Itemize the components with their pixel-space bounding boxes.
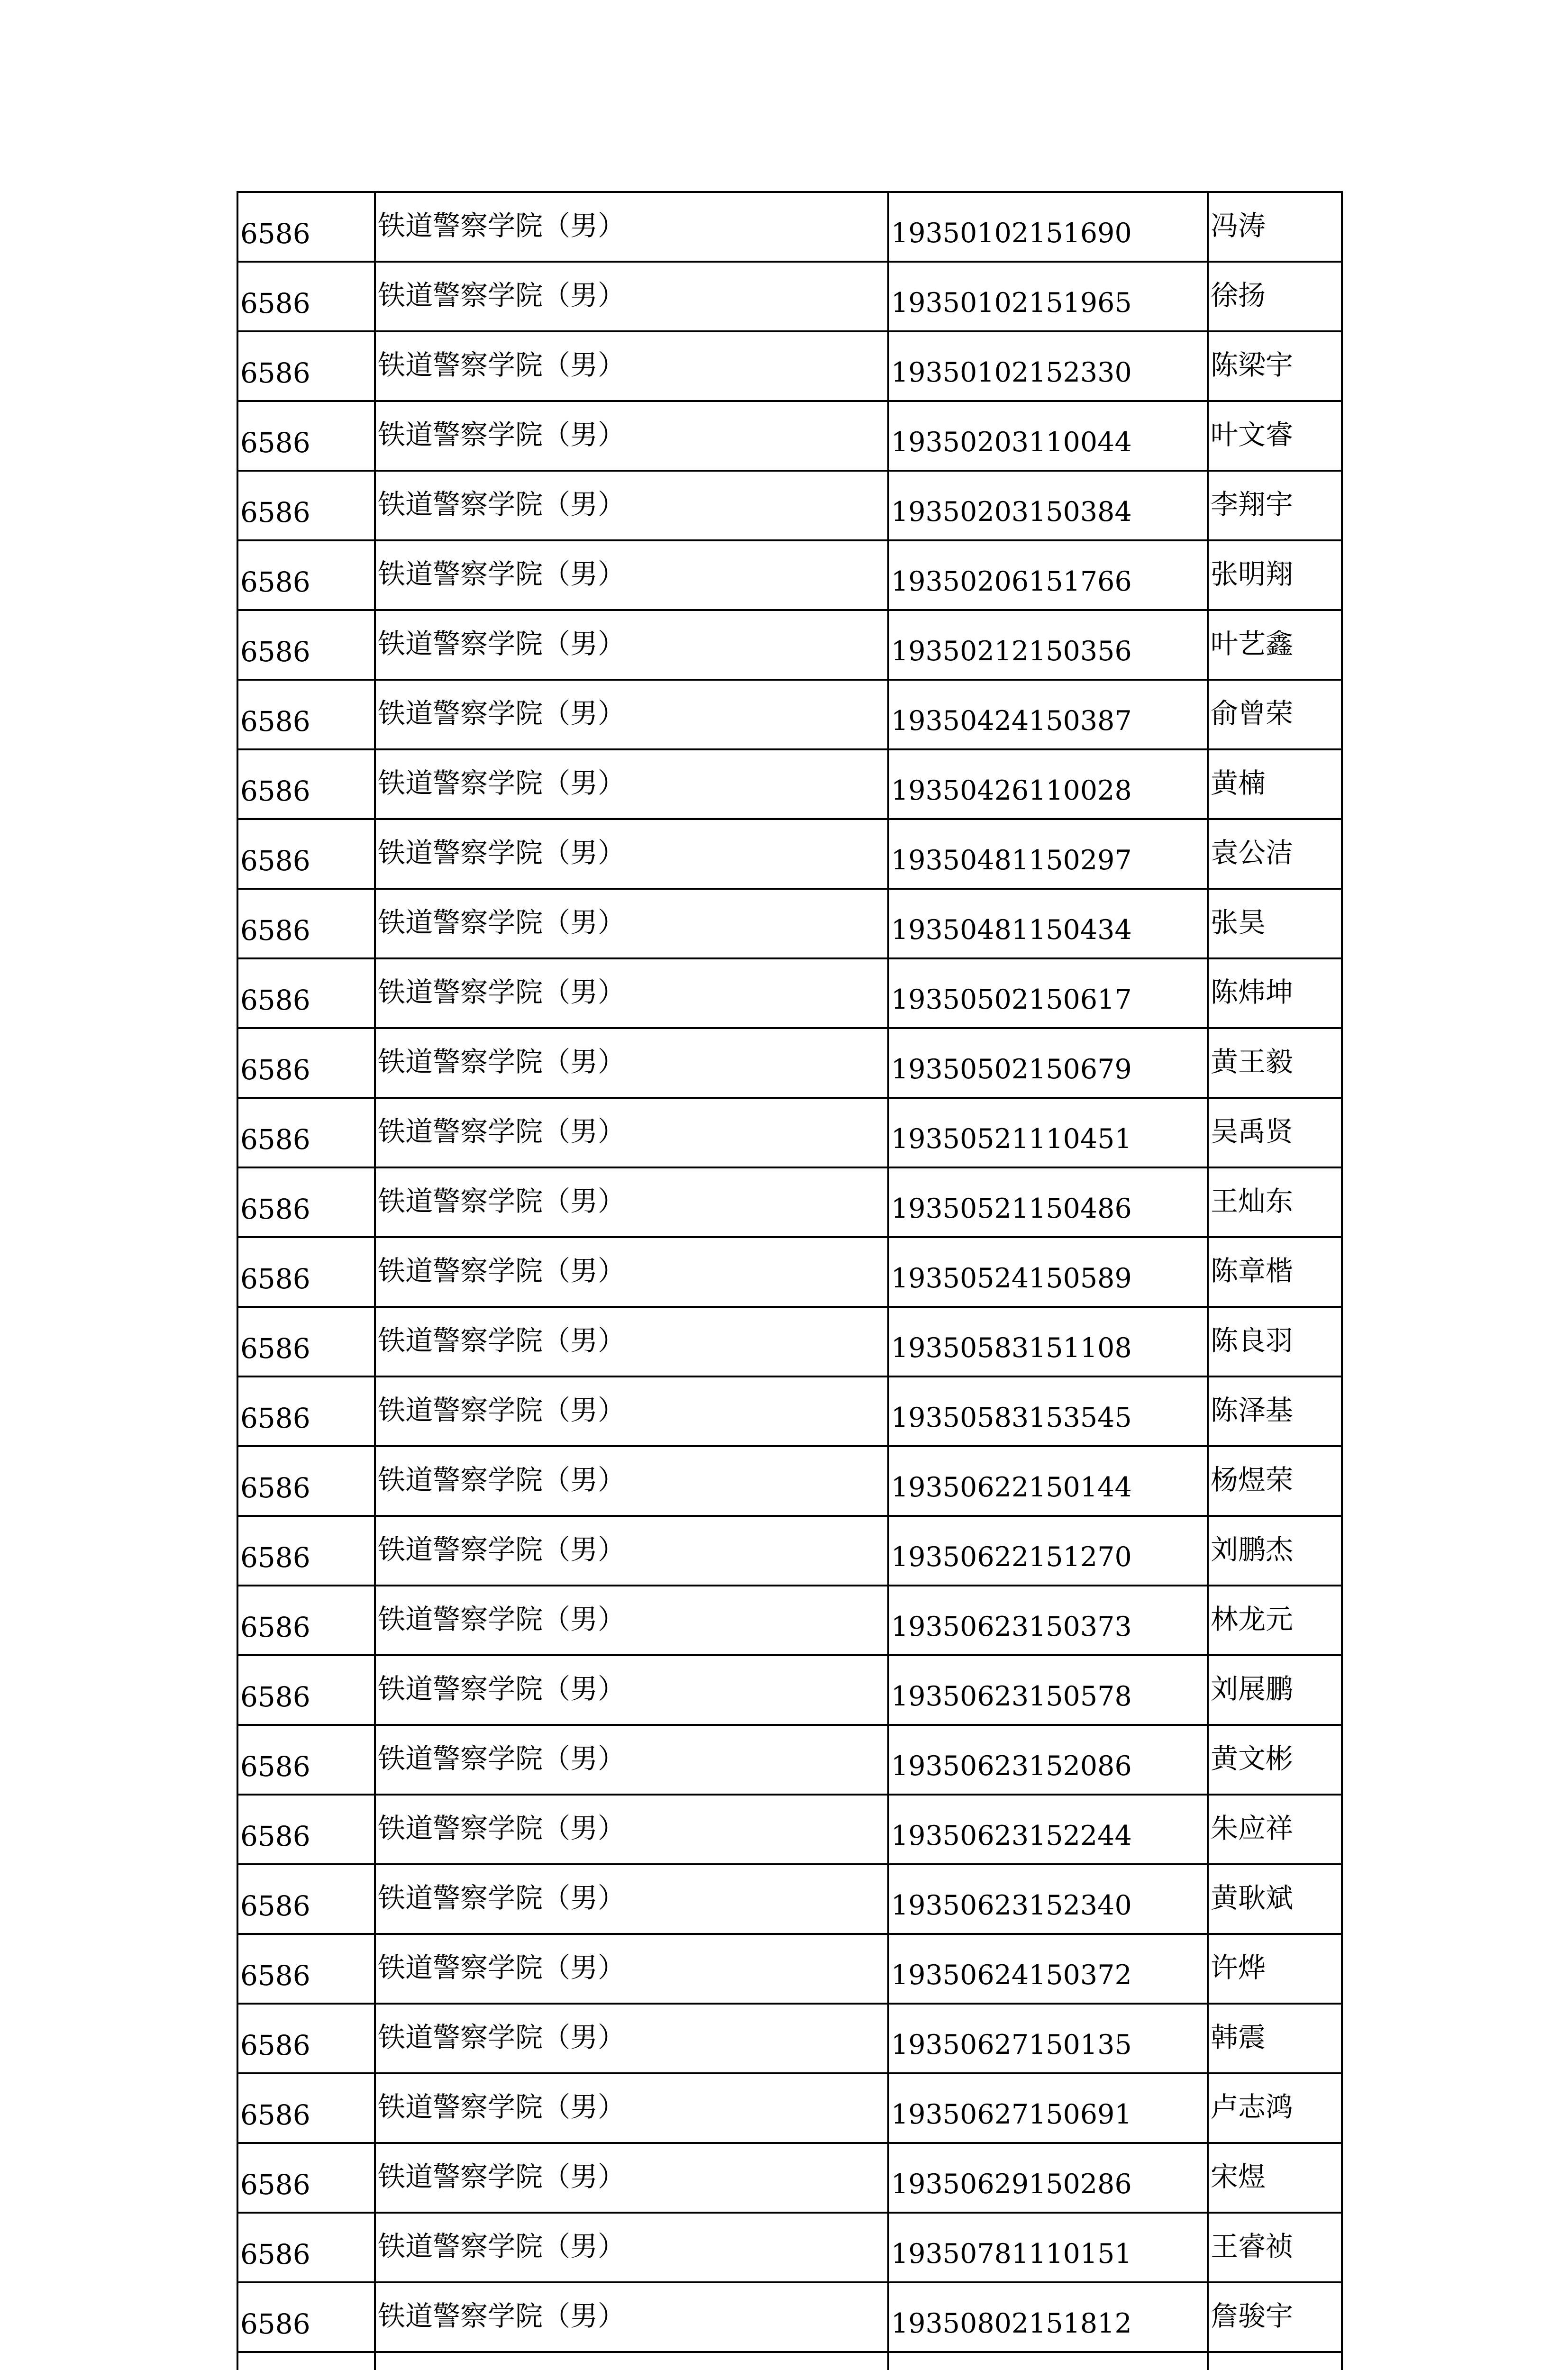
school-code-cell: 6586 [237,1237,375,1307]
school-code-cell [237,2352,375,2370]
table-row [237,2352,1342,2370]
exam-number-cell [888,2352,1208,2370]
table-row [237,1237,1342,1307]
student-name-cell: 詹骏宇 [1208,2282,1342,2352]
exam-number-cell: 19350521150486 [888,1167,1208,1237]
exam-number-cell: 19350623152086 [888,1725,1208,1795]
student-name-cell: 王灿东 [1208,1167,1342,1237]
school-name-cell: 铁道警察学院（男） [375,192,888,262]
school-code-cell: 6586 [237,819,375,889]
exam-number-cell: 19350623152340 [888,1864,1208,1934]
student-name-cell: 俞曾荣 [1208,680,1342,749]
exam-number-cell: 19350781110151 [888,2213,1208,2282]
student-name-cell: 叶艺鑫 [1208,610,1342,680]
student-name-cell: 陈炜坤 [1208,958,1342,1028]
school-name-cell: 铁道警察学院（男） [375,1795,888,1864]
school-name-cell: 铁道警察学院（男） [375,471,888,540]
table-row [237,2073,1342,2143]
exam-number-cell: 19350623150578 [888,1655,1208,1725]
school-code-cell: 6586 [237,1934,375,2004]
table-row [237,819,1342,889]
school-code-cell: 6586 [237,1795,375,1864]
school-name-cell: 铁道警察学院（男） [375,819,888,889]
school-name-cell: 铁道警察学院（男） [375,1237,888,1307]
school-code-cell: 6586 [237,192,375,262]
student-name-cell: 林龙元 [1208,1586,1342,1655]
school-name-cell: 铁道警察学院（男） [375,1516,888,1586]
student-name-cell: 叶文睿 [1208,401,1342,471]
student-name-cell: 宋煜 [1208,2143,1342,2213]
school-code-cell: 6586 [237,1307,375,1376]
student-name-cell: 李翔宇 [1208,471,1342,540]
school-name-cell: 铁道警察学院（男） [375,401,888,471]
table-row [237,2143,1342,2213]
school-code-cell: 6586 [237,2004,375,2073]
student-name-cell: 陈梁宇 [1208,331,1342,401]
table-row [237,1167,1342,1237]
student-name-cell: 徐扬 [1208,262,1342,331]
table-row [237,1516,1342,1586]
exam-number-cell: 19350502150617 [888,958,1208,1028]
table-row [237,749,1342,819]
student-name-cell: 刘鹏杰 [1208,1516,1342,1586]
exam-number-cell: 19350623150373 [888,1586,1208,1655]
exam-number-cell: 19350521110451 [888,1098,1208,1167]
exam-number-cell: 19350203150384 [888,471,1208,540]
student-name-cell: 陈泽基 [1208,1376,1342,1446]
student-name-cell: 吴禹贤 [1208,1098,1342,1167]
school-name-cell [375,2352,888,2370]
school-code-cell: 6586 [237,1028,375,1098]
school-name-cell: 铁道警察学院（男） [375,1446,888,1516]
school-name-cell: 铁道警察学院（男） [375,2004,888,2073]
exam-number-cell: 19350624150372 [888,1934,1208,2004]
table-row [237,331,1342,401]
school-code-cell: 6586 [237,471,375,540]
exam-number-cell: 19350426110028 [888,749,1208,819]
school-code-cell: 6586 [237,1516,375,1586]
school-name-cell: 铁道警察学院（男） [375,610,888,680]
school-code-cell: 6586 [237,958,375,1028]
school-code-cell: 6586 [237,2143,375,2213]
school-name-cell: 铁道警察学院（男） [375,2143,888,2213]
table-row [237,471,1342,540]
student-name-cell: 刘展鹏 [1208,1655,1342,1725]
table-row [237,1864,1342,1934]
exam-number-cell: 19350481150297 [888,819,1208,889]
school-name-cell: 铁道警察学院（男） [375,1725,888,1795]
exam-number-cell: 19350629150286 [888,2143,1208,2213]
exam-number-cell: 19350622151270 [888,1516,1208,1586]
exam-number-cell: 19350802151812 [888,2282,1208,2352]
school-name-cell: 铁道警察学院（男） [375,1934,888,2004]
admission-table-body [237,192,1342,2370]
school-code-cell: 6586 [237,680,375,749]
table-row [237,958,1342,1028]
school-name-cell: 铁道警察学院（男） [375,2213,888,2282]
student-name-cell [1208,2352,1342,2370]
table-row [237,1446,1342,1516]
school-name-cell: 铁道警察学院（男） [375,1098,888,1167]
student-name-cell: 王睿祯 [1208,2213,1342,2282]
student-name-cell: 张明翔 [1208,540,1342,610]
student-name-cell: 陈章楷 [1208,1237,1342,1307]
table-row [237,2282,1342,2352]
school-code-cell: 6586 [237,1446,375,1516]
table-row [237,1586,1342,1655]
table-row [237,1028,1342,1098]
table-row [237,192,1342,262]
student-name-cell: 黄楠 [1208,749,1342,819]
school-name-cell: 铁道警察学院（男） [375,331,888,401]
school-name-cell: 铁道警察学院（男） [375,540,888,610]
table-row [237,1655,1342,1725]
table-row [237,889,1342,958]
student-name-cell: 杨煜荣 [1208,1446,1342,1516]
table-row [237,540,1342,610]
table-row [237,401,1342,471]
exam-number-cell: 19350212150356 [888,610,1208,680]
school-name-cell: 铁道警察学院（男） [375,1307,888,1376]
exam-number-cell: 19350524150589 [888,1237,1208,1307]
school-name-cell: 铁道警察学院（男） [375,1655,888,1725]
student-name-cell: 黄耿斌 [1208,1864,1342,1934]
table-row [237,1376,1342,1446]
school-name-cell: 铁道警察学院（男） [375,1167,888,1237]
school-code-cell: 6586 [237,540,375,610]
table-row [237,1934,1342,2004]
admission-table [237,191,1343,2370]
school-code-cell: 6586 [237,262,375,331]
student-name-cell: 陈良羽 [1208,1307,1342,1376]
school-code-cell: 6586 [237,1655,375,1725]
school-name-cell: 铁道警察学院（男） [375,680,888,749]
table-row [237,1307,1342,1376]
school-code-cell: 6586 [237,1376,375,1446]
exam-number-cell: 19350203110044 [888,401,1208,471]
exam-number-cell: 19350102151965 [888,262,1208,331]
school-code-cell: 6586 [237,1725,375,1795]
table-row [237,2004,1342,2073]
school-code-cell: 6586 [237,2282,375,2352]
exam-number-cell: 19350627150691 [888,2073,1208,2143]
student-name-cell: 黄文彬 [1208,1725,1342,1795]
school-code-cell: 6586 [237,331,375,401]
school-code-cell: 6586 [237,2073,375,2143]
student-name-cell: 许烨 [1208,1934,1342,2004]
table-row [237,680,1342,749]
exam-number-cell: 19350583151108 [888,1307,1208,1376]
table-row [237,2213,1342,2282]
table-row [237,1098,1342,1167]
student-name-cell: 朱应祥 [1208,1795,1342,1864]
exam-number-cell: 19350583153545 [888,1376,1208,1446]
table-row [237,262,1342,331]
exam-number-cell: 19350206151766 [888,540,1208,610]
table-row [237,610,1342,680]
school-code-cell: 6586 [237,610,375,680]
school-name-cell: 铁道警察学院（男） [375,749,888,819]
school-code-cell: 6586 [237,401,375,471]
exam-number-cell: 19350627150135 [888,2004,1208,2073]
school-code-cell: 6586 [237,1167,375,1237]
student-name-cell: 袁公洁 [1208,819,1342,889]
table-row [237,1795,1342,1864]
student-name-cell: 韩震 [1208,2004,1342,2073]
exam-number-cell: 19350424150387 [888,680,1208,749]
school-code-cell: 6586 [237,2213,375,2282]
school-name-cell: 铁道警察学院（男） [375,1376,888,1446]
school-code-cell: 6586 [237,749,375,819]
school-code-cell: 6586 [237,1098,375,1167]
exam-number-cell: 19350481150434 [888,889,1208,958]
school-name-cell: 铁道警察学院（男） [375,1864,888,1934]
exam-number-cell: 19350623152244 [888,1795,1208,1864]
school-name-cell: 铁道警察学院（男） [375,1028,888,1098]
school-name-cell: 铁道警察学院（男） [375,1586,888,1655]
exam-number-cell: 19350102152330 [888,331,1208,401]
student-name-cell: 卢志鸿 [1208,2073,1342,2143]
student-name-cell: 冯涛 [1208,192,1342,262]
school-name-cell: 铁道警察学院（男） [375,262,888,331]
exam-number-cell: 19350102151690 [888,192,1208,262]
school-name-cell: 铁道警察学院（男） [375,958,888,1028]
exam-number-cell: 19350502150679 [888,1028,1208,1098]
school-name-cell: 铁道警察学院（男） [375,889,888,958]
school-code-cell: 6586 [237,889,375,958]
exam-number-cell: 19350622150144 [888,1446,1208,1516]
school-code-cell: 6586 [237,1586,375,1655]
table-row [237,1725,1342,1795]
student-name-cell: 张昊 [1208,889,1342,958]
school-code-cell: 6586 [237,1864,375,1934]
school-name-cell: 铁道警察学院（男） [375,2073,888,2143]
student-name-cell: 黄王毅 [1208,1028,1342,1098]
school-name-cell: 铁道警察学院（男） [375,2282,888,2352]
